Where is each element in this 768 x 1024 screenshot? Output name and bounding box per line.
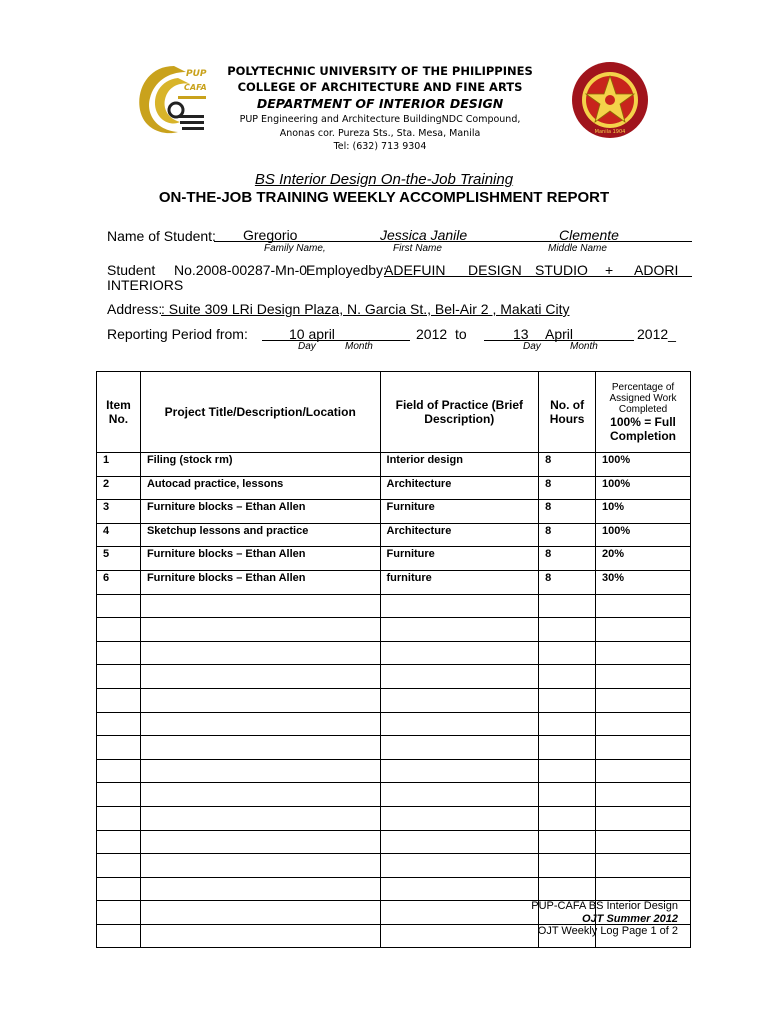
cell-item: 2 bbox=[97, 476, 141, 500]
cell-project bbox=[140, 877, 380, 901]
table-row bbox=[97, 688, 691, 712]
cell-item bbox=[97, 641, 141, 665]
cell-pct: 100% bbox=[596, 523, 691, 547]
cell-pct: 30% bbox=[596, 570, 691, 594]
table-row bbox=[97, 830, 691, 854]
cell-project bbox=[140, 641, 380, 665]
table-row bbox=[97, 712, 691, 736]
cell-pct bbox=[596, 854, 691, 878]
cell-project bbox=[140, 854, 380, 878]
cell-pct bbox=[596, 641, 691, 665]
family-name: Gregorio bbox=[243, 227, 298, 243]
cell-item bbox=[97, 877, 141, 901]
cell-project: Sketchup lessons and practice bbox=[140, 523, 380, 547]
cell-item: 3 bbox=[97, 500, 141, 524]
cell-item bbox=[97, 665, 141, 689]
header-item: Item No. bbox=[97, 372, 141, 453]
employer-line-2: INTERIORS bbox=[107, 277, 184, 293]
to-day-caption: Day bbox=[523, 341, 541, 352]
header-percentage bbox=[596, 372, 691, 453]
cell-item bbox=[97, 759, 141, 783]
cell-hours: 8 bbox=[539, 453, 596, 477]
cell-field bbox=[380, 736, 539, 760]
college-name: COLLEGE OF ARCHITECTURE AND FINE ARTS bbox=[237, 80, 523, 94]
table-row bbox=[97, 570, 691, 594]
table-row bbox=[97, 806, 691, 830]
header-percentage-full: 100% = Full Completion bbox=[610, 414, 677, 443]
cell-item bbox=[97, 594, 141, 618]
seal-text: Manila 1904 bbox=[594, 129, 626, 135]
address-value: : Suite 309 LRi Design Plaza, N. Garcia St., Bel-Air 2 , Makati City bbox=[161, 301, 570, 317]
cell-pct bbox=[596, 594, 691, 618]
table-row bbox=[97, 476, 691, 500]
cell-item: 6 bbox=[97, 570, 141, 594]
cell-item: 1 bbox=[97, 453, 141, 477]
cell-item bbox=[97, 806, 141, 830]
table-row bbox=[97, 759, 691, 783]
employer-word-5: ADORI bbox=[634, 262, 679, 278]
cell-pct: 10% bbox=[596, 500, 691, 524]
cell-project bbox=[140, 618, 380, 642]
cell-hours bbox=[539, 736, 596, 760]
cell-hours bbox=[539, 806, 596, 830]
address-line-2: Anonas cor. Pureza Sts., Sta. Mesa, Manila bbox=[279, 128, 481, 139]
cell-pct bbox=[596, 618, 691, 642]
cell-item bbox=[97, 830, 141, 854]
cell-hours: 8 bbox=[539, 523, 596, 547]
cell-field bbox=[380, 830, 539, 854]
cell-hours: 8 bbox=[539, 476, 596, 500]
employed-label: Employedby: bbox=[306, 262, 387, 278]
cell-field bbox=[380, 594, 539, 618]
cell-hours bbox=[539, 830, 596, 854]
cell-hours bbox=[539, 854, 596, 878]
student-label: Student bbox=[107, 262, 156, 278]
table-row bbox=[97, 453, 691, 477]
cell-pct: 100% bbox=[596, 453, 691, 477]
cell-item bbox=[97, 712, 141, 736]
table-row bbox=[97, 783, 691, 807]
name-label: Name of Student: bbox=[107, 228, 216, 244]
table-row bbox=[97, 736, 691, 760]
table-row bbox=[97, 594, 691, 618]
cell-field: Furniture bbox=[380, 500, 539, 524]
cell-field bbox=[380, 712, 539, 736]
period-from-day-month: 10 april bbox=[289, 326, 335, 342]
header-project: Project Title/Description/Location bbox=[140, 372, 380, 453]
period-to-month: April bbox=[545, 326, 574, 342]
cell-project: Furniture blocks – Ethan Allen bbox=[140, 500, 380, 524]
cell-field bbox=[380, 688, 539, 712]
cell-pct bbox=[596, 712, 691, 736]
first-caption: First Name bbox=[393, 243, 442, 254]
logo-text-pup: PUP bbox=[186, 69, 207, 79]
department-name: DEPARTMENT OF INTERIOR DESIGN bbox=[256, 96, 504, 111]
cell-field bbox=[380, 641, 539, 665]
accomplishment-table bbox=[96, 371, 691, 948]
period-to-year: 2012_ bbox=[637, 326, 676, 342]
report-title: ON-THE-JOB TRAINING WEEKLY ACCOMPLISHMENT REPORT bbox=[158, 189, 610, 206]
employer-word-2: DESIGN bbox=[468, 262, 522, 278]
from-day-caption: Day bbox=[298, 341, 316, 352]
period-to-day: 13 bbox=[513, 326, 529, 342]
employer-word-1: ADEFUIN bbox=[384, 262, 446, 278]
cell-item bbox=[97, 618, 141, 642]
cell-project: Autocad practice, lessons bbox=[140, 476, 380, 500]
cell-pct: 100% bbox=[596, 476, 691, 500]
cell-item bbox=[97, 736, 141, 760]
to-month-caption: Month bbox=[570, 341, 598, 352]
employer-word-4: + bbox=[605, 262, 614, 278]
cell-field bbox=[380, 877, 539, 901]
cell-field bbox=[380, 924, 539, 948]
cell-hours: 8 bbox=[539, 570, 596, 594]
cell-project bbox=[140, 806, 380, 830]
cell-field bbox=[380, 783, 539, 807]
cell-field bbox=[380, 854, 539, 878]
cell-project bbox=[140, 665, 380, 689]
middle-caption: Middle Name bbox=[548, 243, 607, 254]
table-row bbox=[97, 665, 691, 689]
cell-hours: 8 bbox=[539, 547, 596, 571]
middle-name: Clemente bbox=[559, 227, 619, 243]
student-number: No.2008-00287-Mn-0 bbox=[174, 262, 308, 278]
cell-item bbox=[97, 688, 141, 712]
cell-project bbox=[140, 736, 380, 760]
footer-line-2: OJT Summer 2012 bbox=[582, 913, 678, 925]
header-field: Field of Practice (Brief Description) bbox=[380, 372, 539, 453]
footer-line-1: PUP-CAFA BS Interior Design bbox=[531, 900, 678, 912]
cell-hours bbox=[539, 594, 596, 618]
from-month-caption: Month bbox=[345, 341, 373, 352]
table-row bbox=[97, 854, 691, 878]
family-caption: Family Name, bbox=[264, 243, 326, 254]
cell-project bbox=[140, 830, 380, 854]
cell-hours: 8 bbox=[539, 500, 596, 524]
cell-hours bbox=[539, 618, 596, 642]
cell-item bbox=[97, 854, 141, 878]
cell-pct: 20% bbox=[596, 547, 691, 571]
cell-project bbox=[140, 901, 380, 925]
cell-item bbox=[97, 783, 141, 807]
cell-pct bbox=[596, 877, 691, 901]
address-label: Address: bbox=[107, 301, 163, 317]
cell-project bbox=[140, 783, 380, 807]
cell-project bbox=[140, 924, 380, 948]
address-line-1: PUP Engineering and Architecture BuildingNDC Compound, bbox=[239, 114, 521, 125]
cell-project bbox=[140, 594, 380, 618]
pup-seal-icon bbox=[570, 60, 650, 140]
cell-hours bbox=[539, 641, 596, 665]
table-header-row bbox=[97, 372, 691, 453]
cell-project: Furniture blocks – Ethan Allen bbox=[140, 547, 380, 571]
table-row bbox=[97, 500, 691, 524]
cell-field bbox=[380, 759, 539, 783]
cell-item: 4 bbox=[97, 523, 141, 547]
cell-project bbox=[140, 712, 380, 736]
table-row bbox=[97, 618, 691, 642]
period-to-label: to bbox=[455, 326, 467, 342]
cell-field: Architecture bbox=[380, 523, 539, 547]
cell-pct bbox=[596, 806, 691, 830]
cell-field bbox=[380, 901, 539, 925]
header-percentage-caption: Percentage of Assigned Work Completed bbox=[609, 381, 677, 415]
table-row bbox=[97, 641, 691, 665]
cell-field bbox=[380, 665, 539, 689]
cell-pct bbox=[596, 830, 691, 854]
university-name: POLYTECHNIC UNIVERSITY OF THE PHILIPPINES bbox=[227, 64, 533, 78]
period-from-underline bbox=[262, 340, 410, 341]
cell-field: Furniture bbox=[380, 547, 539, 571]
cell-field bbox=[380, 618, 539, 642]
table-row bbox=[97, 877, 691, 901]
period-from-year: 2012 bbox=[416, 326, 448, 342]
logo-text-cafa: CAFA bbox=[184, 83, 207, 92]
cell-item bbox=[97, 924, 141, 948]
cell-field: furniture bbox=[380, 570, 539, 594]
cell-pct bbox=[596, 688, 691, 712]
cell-hours bbox=[539, 877, 596, 901]
cell-project bbox=[140, 759, 380, 783]
cell-hours bbox=[539, 688, 596, 712]
cell-item: 5 bbox=[97, 547, 141, 571]
cell-hours bbox=[539, 665, 596, 689]
table-row bbox=[97, 523, 691, 547]
first-name: Jessica Janile bbox=[380, 227, 468, 243]
cell-item bbox=[97, 901, 141, 925]
cell-project: Filing (stock rm) bbox=[140, 453, 380, 477]
employer-word-3: STUDIO bbox=[535, 262, 588, 278]
cell-field: Interior design bbox=[380, 453, 539, 477]
cell-hours bbox=[539, 712, 596, 736]
cell-hours bbox=[539, 759, 596, 783]
header-hours: No. of Hours bbox=[539, 372, 596, 453]
cell-pct bbox=[596, 783, 691, 807]
telephone: Tel: (632) 713 9304 bbox=[333, 141, 427, 152]
cell-hours bbox=[539, 783, 596, 807]
cell-field: Architecture bbox=[380, 476, 539, 500]
cell-pct bbox=[596, 665, 691, 689]
period-label: Reporting Period from: bbox=[107, 326, 248, 342]
cell-project: Furniture blocks – Ethan Allen bbox=[140, 570, 380, 594]
footer-line-3: OJT Weekly Log Page 1 of 2 bbox=[537, 925, 678, 937]
cell-field bbox=[380, 806, 539, 830]
cell-pct bbox=[596, 759, 691, 783]
cell-project bbox=[140, 688, 380, 712]
cell-pct bbox=[596, 736, 691, 760]
table-row bbox=[97, 547, 691, 571]
program-title: BS Interior Design On-the-Job Training bbox=[254, 171, 514, 188]
